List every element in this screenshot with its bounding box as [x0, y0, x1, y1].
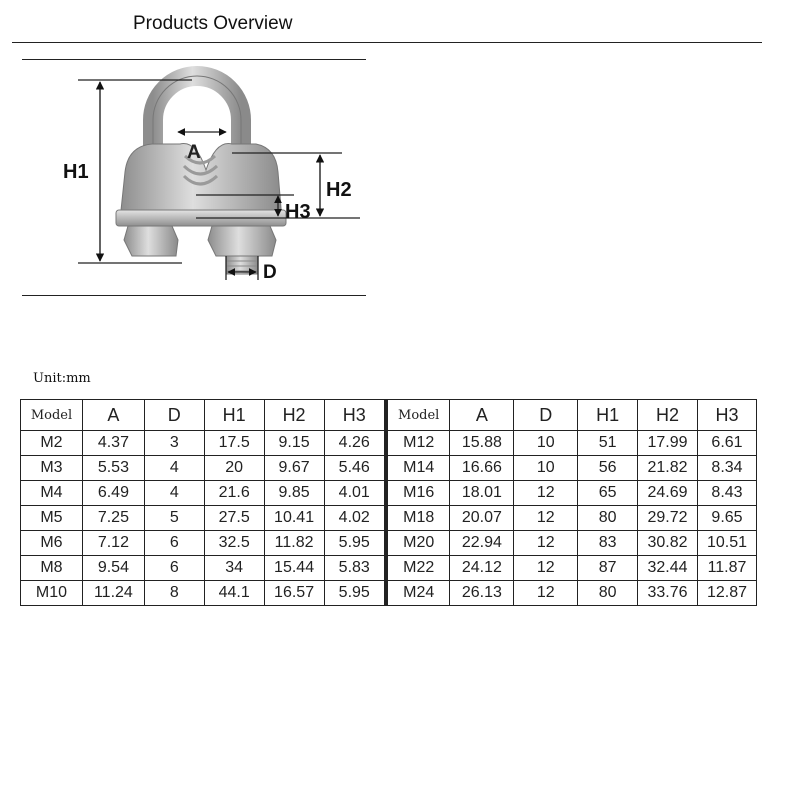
value-cell: 9.65 — [697, 506, 756, 531]
wire-rope-clip-diagram — [20, 60, 370, 305]
value-cell: 3 — [144, 431, 204, 456]
value-cell: 80 — [578, 506, 638, 531]
model-cell: M14 — [386, 456, 450, 481]
value-cell: 16.66 — [450, 456, 514, 481]
table-row — [21, 556, 757, 581]
value-cell: 18.01 — [450, 481, 514, 506]
table-row — [21, 531, 757, 556]
value-cell: 5.95 — [324, 531, 386, 556]
model-cell: M8 — [21, 556, 83, 581]
model-cell: M10 — [21, 581, 83, 606]
table-row — [21, 506, 757, 531]
model-cell: M22 — [386, 556, 450, 581]
model-cell: M3 — [21, 456, 83, 481]
value-cell: 9.85 — [264, 481, 324, 506]
h1-label: H1 — [63, 161, 89, 183]
header-model: Model — [386, 400, 450, 431]
model-cell: M18 — [386, 506, 450, 531]
header-model: Model — [21, 400, 83, 431]
h2-label: H2 — [326, 179, 352, 201]
value-cell: 10 — [514, 456, 578, 481]
value-cell: 4.02 — [324, 506, 386, 531]
value-cell: 12 — [514, 556, 578, 581]
value-cell: 15.88 — [450, 431, 514, 456]
value-cell: 12 — [514, 581, 578, 606]
page-title: Products Overview — [133, 13, 293, 34]
value-cell: 8 — [144, 581, 204, 606]
value-cell: 4.37 — [82, 431, 144, 456]
value-cell: 5.46 — [324, 456, 386, 481]
value-cell: 21.6 — [204, 481, 264, 506]
value-cell: 7.12 — [82, 531, 144, 556]
h3-label: H3 — [285, 201, 311, 223]
header-h1: H1 — [204, 400, 264, 431]
value-cell: 11.24 — [82, 581, 144, 606]
value-cell: 4 — [144, 481, 204, 506]
model-cell: M24 — [386, 581, 450, 606]
value-cell: 30.82 — [638, 531, 698, 556]
d-label: D — [263, 262, 277, 283]
value-cell: 87 — [578, 556, 638, 581]
value-cell: 6.49 — [82, 481, 144, 506]
value-cell: 56 — [578, 456, 638, 481]
table-row — [21, 481, 757, 506]
value-cell: 21.82 — [638, 456, 698, 481]
value-cell: 15.44 — [264, 556, 324, 581]
value-cell: 8.34 — [697, 456, 756, 481]
value-cell: 29.72 — [638, 506, 698, 531]
header-d: D — [144, 400, 204, 431]
value-cell: 26.13 — [450, 581, 514, 606]
value-cell: 6 — [144, 531, 204, 556]
value-cell: 17.99 — [638, 431, 698, 456]
spec-table-body — [21, 431, 757, 606]
clip-product-image — [116, 76, 286, 274]
value-cell: 8.43 — [697, 481, 756, 506]
header-h1: H1 — [578, 400, 638, 431]
value-cell: 5.95 — [324, 581, 386, 606]
header-a: A — [450, 400, 514, 431]
value-cell: 12.87 — [697, 581, 756, 606]
value-cell: 10.51 — [697, 531, 756, 556]
model-cell: M20 — [386, 531, 450, 556]
value-cell: 44.1 — [204, 581, 264, 606]
value-cell: 24.69 — [638, 481, 698, 506]
header-h2: H2 — [638, 400, 698, 431]
a-label: A — [187, 142, 201, 163]
value-cell: 6 — [144, 556, 204, 581]
value-cell: 11.82 — [264, 531, 324, 556]
value-cell: 5.83 — [324, 556, 386, 581]
value-cell: 4.01 — [324, 481, 386, 506]
value-cell: 34 — [204, 556, 264, 581]
value-cell: 22.94 — [450, 531, 514, 556]
value-cell: 83 — [578, 531, 638, 556]
header-h3: H3 — [697, 400, 756, 431]
model-cell: M16 — [386, 481, 450, 506]
value-cell: 12 — [514, 506, 578, 531]
value-cell: 24.12 — [450, 556, 514, 581]
value-cell: 51 — [578, 431, 638, 456]
value-cell: 16.57 — [264, 581, 324, 606]
table-row — [21, 431, 757, 456]
header-h2: H2 — [264, 400, 324, 431]
value-cell: 4.26 — [324, 431, 386, 456]
value-cell: 32.5 — [204, 531, 264, 556]
model-cell: M12 — [386, 431, 450, 456]
header-h3: H3 — [324, 400, 386, 431]
value-cell: 5.53 — [82, 456, 144, 481]
value-cell: 10.41 — [264, 506, 324, 531]
value-cell: 11.87 — [697, 556, 756, 581]
value-cell: 9.54 — [82, 556, 144, 581]
model-cell: M6 — [21, 531, 83, 556]
value-cell: 9.67 — [264, 456, 324, 481]
table-row — [21, 581, 757, 606]
title-divider — [12, 42, 762, 43]
value-cell: 9.15 — [264, 431, 324, 456]
value-cell: 20.07 — [450, 506, 514, 531]
spec-table — [20, 399, 757, 606]
value-cell: 32.44 — [638, 556, 698, 581]
model-cell: M5 — [21, 506, 83, 531]
model-cell: M2 — [21, 431, 83, 456]
value-cell: 27.5 — [204, 506, 264, 531]
value-cell: 12 — [514, 531, 578, 556]
header-d: D — [514, 400, 578, 431]
value-cell: 20 — [204, 456, 264, 481]
table-row — [21, 456, 757, 481]
model-cell: M4 — [21, 481, 83, 506]
value-cell: 10 — [514, 431, 578, 456]
value-cell: 5 — [144, 506, 204, 531]
value-cell: 17.5 — [204, 431, 264, 456]
value-cell: 7.25 — [82, 506, 144, 531]
value-cell: 80 — [578, 581, 638, 606]
value-cell: 4 — [144, 456, 204, 481]
unit-label: Unit:mm — [33, 371, 91, 386]
value-cell: 6.61 — [697, 431, 756, 456]
table-header-row — [21, 400, 757, 431]
value-cell: 33.76 — [638, 581, 698, 606]
header-a: A — [82, 400, 144, 431]
value-cell: 65 — [578, 481, 638, 506]
value-cell: 12 — [514, 481, 578, 506]
